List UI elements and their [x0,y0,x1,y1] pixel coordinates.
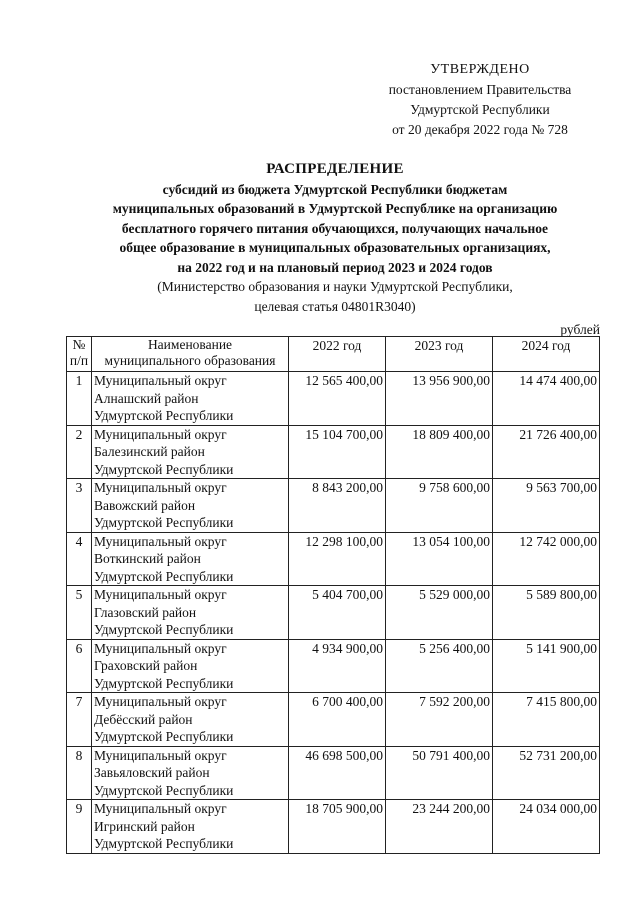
title-main: РАСПРЕДЕЛЕНИЕ [266,161,404,177]
row-value-2024: 5 589 800,00 [493,586,600,640]
row-name: Муниципальный округ Глазовский район Удмуртской Республики [92,586,289,640]
row-number: 7 [67,693,92,747]
row-value-2022: 18 705 900,00 [289,800,386,854]
row-value-2022: 46 698 500,00 [289,746,386,800]
row-value-2023: 50 791 400,00 [386,746,493,800]
table-row [67,479,600,533]
row-value-2024: 14 474 400,00 [493,372,600,426]
row-value-2024: 12 742 000,00 [493,532,600,586]
row-value-2024: 9 563 700,00 [493,479,600,533]
row-number: 1 [67,372,92,426]
table-row [67,639,600,693]
row-value-2023: 18 809 400,00 [386,425,493,479]
row-value-2024: 21 726 400,00 [493,425,600,479]
table-row [67,532,600,586]
row-value-2024: 7 415 800,00 [493,693,600,747]
table-row [67,693,600,747]
approval-heading: УТВЕРЖДЕНО [430,62,530,77]
approval-line-3: от 20 декабря 2022 года № 728 [392,122,568,137]
title-line-1: субсидий из бюджета Удмуртской Республики бюджетам [162,181,508,197]
row-number: 2 [67,425,92,479]
row-value-2022: 15 104 700,00 [289,425,386,479]
title-line-5: на 2022 год и на плановый период 2023 и 2024 годов [177,259,493,275]
title-line-3: бесплатного горячего питания обучающихся, получающих начальное [121,220,549,236]
row-value-2023: 7 592 200,00 [386,693,493,747]
row-name: Муниципальный округ Завьяловский район Удмуртской Республики [92,746,289,800]
table-row [67,425,600,479]
row-name: Муниципальный округ Балезинский район Удмуртской Республики [92,425,289,479]
row-value-2022: 12 565 400,00 [289,372,386,426]
title-line-2: муниципальных образований в Удмуртской Республике на организацию [112,201,558,216]
header-number: № п/п [67,337,92,372]
row-number: 3 [67,479,92,533]
row-name: Муниципальный округ Граховский район Удмуртской Республики [92,639,289,693]
row-name: Муниципальный округ Алнашский район Удмуртской Республики [92,372,289,426]
row-value-2022: 12 298 100,00 [289,532,386,586]
row-value-2024: 5 141 900,00 [493,639,600,693]
table-body [67,372,600,854]
row-value-2023: 23 244 200,00 [386,800,493,854]
approval-line-1: постановлением Правительства [388,82,572,97]
row-value-2024: 24 034 000,00 [493,800,600,854]
header-2023: 2023 год [386,337,493,372]
title-note-2: целевая статья 04801R3040) [254,298,416,314]
row-value-2023: 9 758 600,00 [386,479,493,533]
units-label: рублей [560,322,600,337]
row-value-2023: 5 256 400,00 [386,639,493,693]
table-row [67,586,600,640]
row-value-2023: 5 529 000,00 [386,586,493,640]
approval-stamp [360,60,600,140]
row-value-2022: 6 700 400,00 [289,693,386,747]
approval-line-2: Удмуртской Республики [410,102,550,117]
row-name: Муниципальный округ Дебёсский район Удмуртской Республики [92,693,289,747]
row-value-2024: 52 731 200,00 [493,746,600,800]
row-name: Муниципальный округ Вавожский район Удмуртской Республики [92,479,289,533]
row-number: 5 [67,586,92,640]
row-number: 8 [67,746,92,800]
row-number: 9 [67,800,92,854]
document-title [70,160,600,316]
row-number: 4 [67,532,92,586]
distribution-table [66,336,600,854]
row-value-2022: 4 934 900,00 [289,639,386,693]
row-value-2023: 13 956 900,00 [386,372,493,426]
row-name: Муниципальный округ Игринский район Удмуртской Республики [92,800,289,854]
title-note-1: (Министерство образования и науки Удмуртской Республики, [157,279,513,294]
table-header-row [67,337,600,372]
header-2022: 2022 год [289,337,386,372]
row-number: 6 [67,639,92,693]
table-row [67,372,600,426]
row-value-2023: 13 054 100,00 [386,532,493,586]
header-name: Наименование муниципального образования [92,337,289,372]
header-2024: 2024 год [493,337,600,372]
row-value-2022: 5 404 700,00 [289,586,386,640]
row-value-2022: 8 843 200,00 [289,479,386,533]
table-row [67,800,600,854]
table-row [67,746,600,800]
title-line-4: общее образование в муниципальных образовательных организациях, [119,240,551,255]
row-name: Муниципальный округ Воткинский район Удмуртской Республики [92,532,289,586]
